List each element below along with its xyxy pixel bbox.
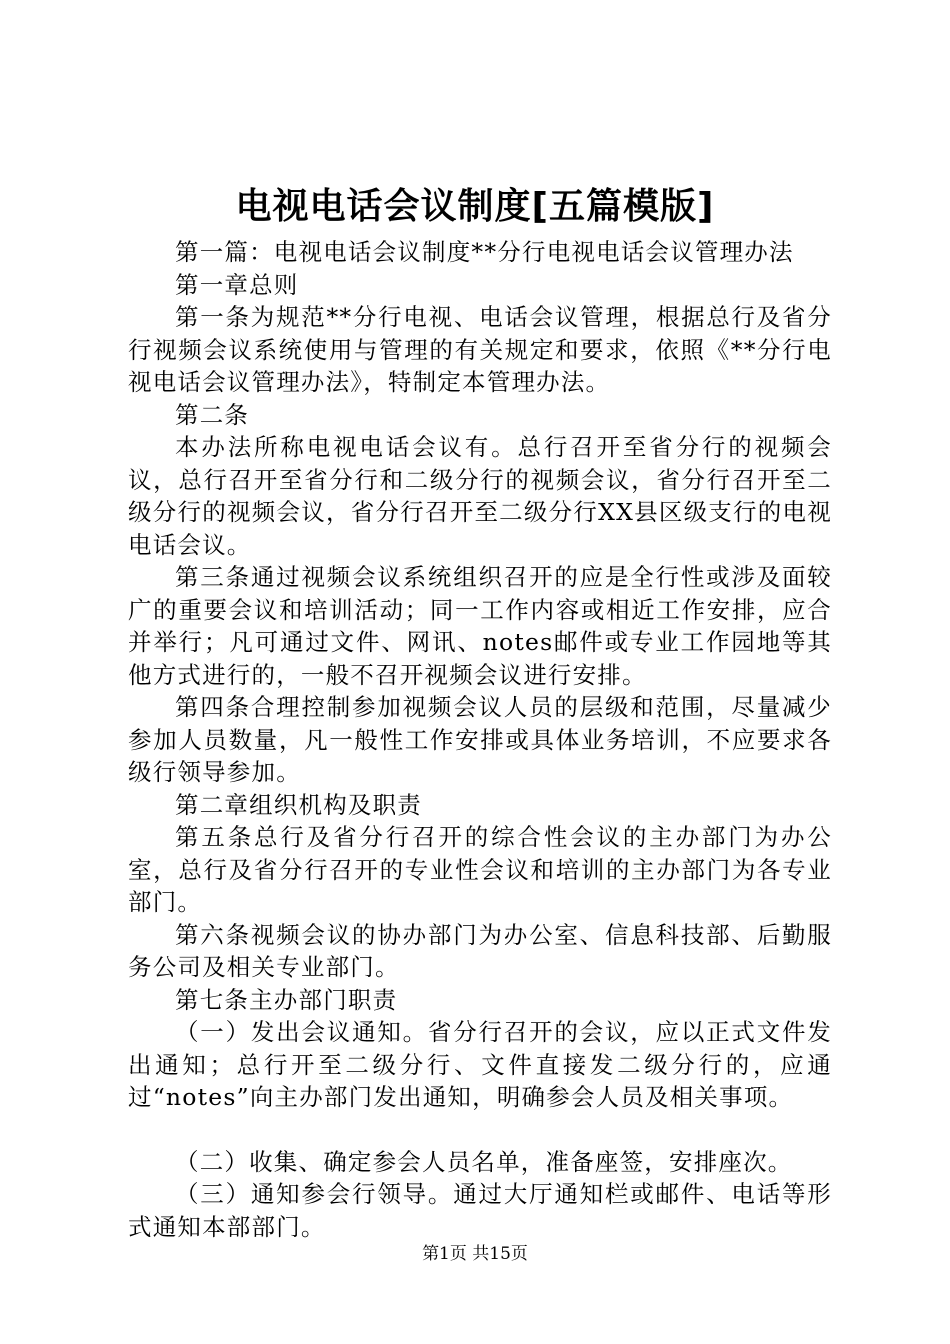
paragraph: 第二条 bbox=[175, 400, 250, 429]
paragraph: （一）发出会议通知。省分行召开的会议，应以正式文件发出通知；总行开至二级分行、文件直接发二级分行的，应通过“notes”向主办部门发出通知，明确参会人员及相关事项。 bbox=[128, 1018, 832, 1111]
paragraph: 第四条合理控制参加视频会议人员的层级和范围，尽量减少参加人员数量，凡一般性工作安排或具体业务培训，不应要求各级行领导参加。 bbox=[128, 693, 832, 786]
document-title: 电视电话会议制度[五篇模版] bbox=[235, 186, 715, 227]
document-body bbox=[128, 236, 832, 1243]
paragraph: 第五条总行及省分行召开的综合性会议的主办部门为办公室，总行及省分行召开的专业性会议和培训的主办部门为各专业部门。 bbox=[128, 823, 832, 916]
paragraph: 第二章组织机构及职责 bbox=[175, 790, 422, 819]
paragraph: 本办法所称电视电话会议有。总行召开至省分行的视频会议，总行召开至省分行和二级分行的视频会议，省分行召开至二级分行的视频会议，省分行召开至二级分行XX县区级支行的电视电话会议。 bbox=[128, 433, 832, 559]
paragraph: 第六条视频会议的协办部门为办公室、信息科技部、后勤服务公司及相关专业部门。 bbox=[128, 920, 832, 981]
paragraph: 第七条主办部门职责 bbox=[175, 985, 398, 1014]
paragraph: （二）收集、确定参会人员名单，准备座签，安排座次。 bbox=[175, 1147, 793, 1176]
paragraph: （三）通知参会行领导。通过大厅通知栏或邮件、电话等形式通知本部部门。 bbox=[128, 1180, 832, 1241]
paragraph: 第一篇：电视电话会议制度**分行电视电话会议管理办法 bbox=[175, 238, 794, 266]
paragraph: 第三条通过视频会议系统组织召开的应是全行性或涉及面较广的重要会议和培训活动；同一工作内容或相近工作安排，应合并举行；凡可通过文件、网讯、notes邮件或专业工作园地等其他方式进行的，一般不召开视频会议进行安排。 bbox=[128, 563, 832, 689]
paragraph: 第一章总则 bbox=[175, 270, 299, 299]
page-footer: 第1页 共15页 bbox=[422, 1244, 528, 1264]
paragraph: 第一条为规范**分行电视、电话会议管理，根据总行及省分行视频会议系统使用与管理的有关规定和要求，依照《**分行电视电话会议管理办法》，特制定本管理办法。 bbox=[128, 303, 832, 396]
